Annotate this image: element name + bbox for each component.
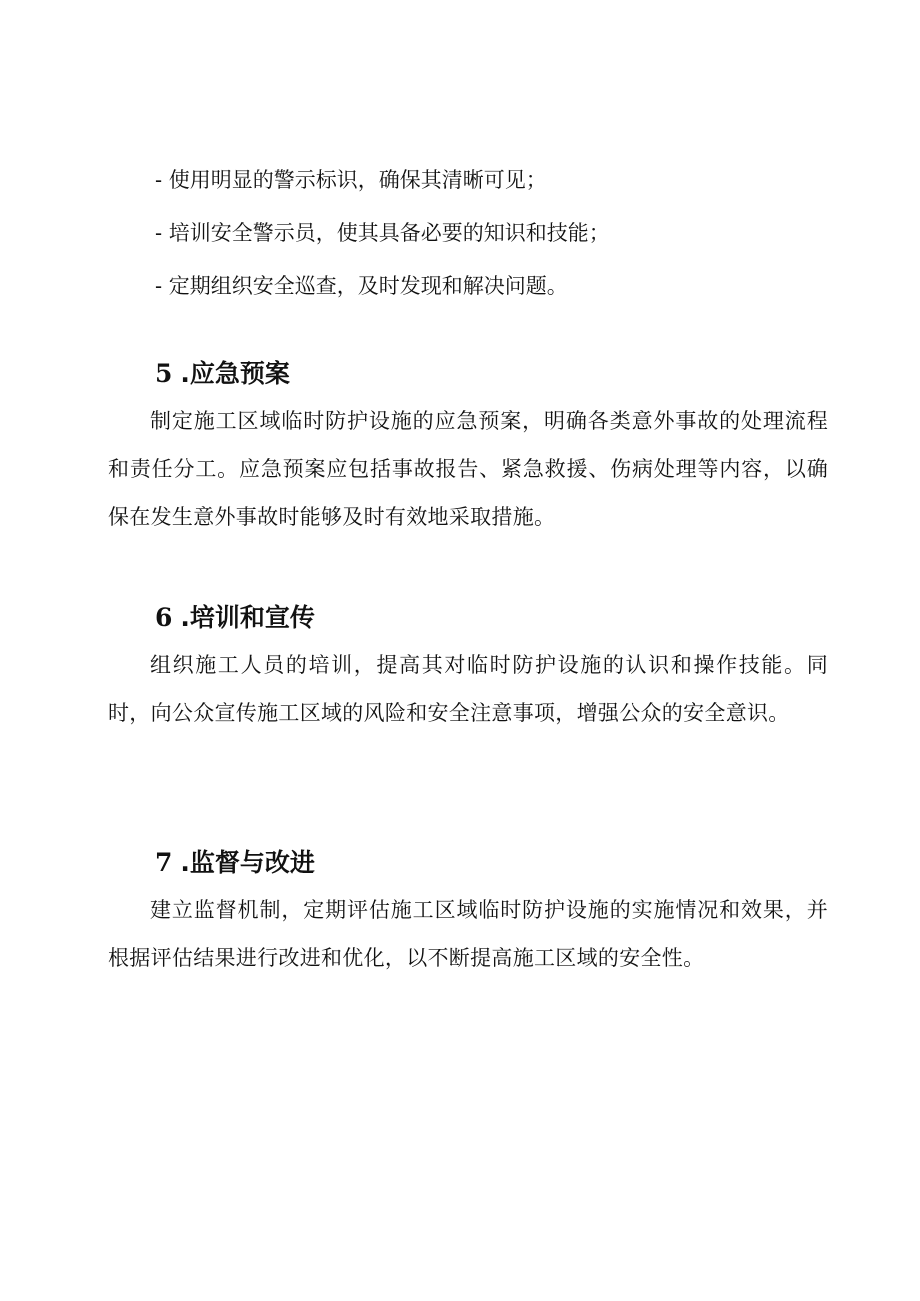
section-paragraph: 制定施工区域临时防护设施的应急预案，明确各类意外事故的处理流程和责任分工。应急预案应包括事故报告、紧急救援、伤病处理等内容，以确保在发生意外事故时能够及时有效地采取措施。 <box>108 409 828 529</box>
section-heading <box>155 595 828 641</box>
section-supervision <box>108 840 828 982</box>
section-number: 5 <box>155 359 173 388</box>
section-title: .培训和宣传 <box>180 603 315 632</box>
bullet-list <box>155 154 855 313</box>
section-number: 6 <box>155 603 173 632</box>
section-title: .应急预案 <box>180 359 290 388</box>
section-heading <box>155 351 828 397</box>
list-item: - 使用明显的警示标识，确保其清晰可见； <box>155 168 547 192</box>
section-training <box>108 595 828 737</box>
section-heading <box>155 840 828 886</box>
section-paragraph: 组织施工人员的培训，提高其对临时防护设施的认识和操作技能。同时，向公众宣传施工区域的风险和安全注意事项，增强公众的安全意识。 <box>108 653 828 725</box>
section-title: .监督与改进 <box>180 848 315 877</box>
section-number: 7 <box>155 848 173 877</box>
list-item: - 定期组织安全巡查，及时发现和解决问题。 <box>155 274 568 298</box>
section-emergency-plan <box>108 351 828 541</box>
list-item: - 培训安全警示员，使其具备必要的知识和技能； <box>155 221 610 245</box>
section-paragraph: 建立监督机制，定期评估施工区域临时防护设施的实施情况和效果，并根据评估结果进行改进和优化，以不断提高施工区域的安全性。 <box>108 898 828 970</box>
